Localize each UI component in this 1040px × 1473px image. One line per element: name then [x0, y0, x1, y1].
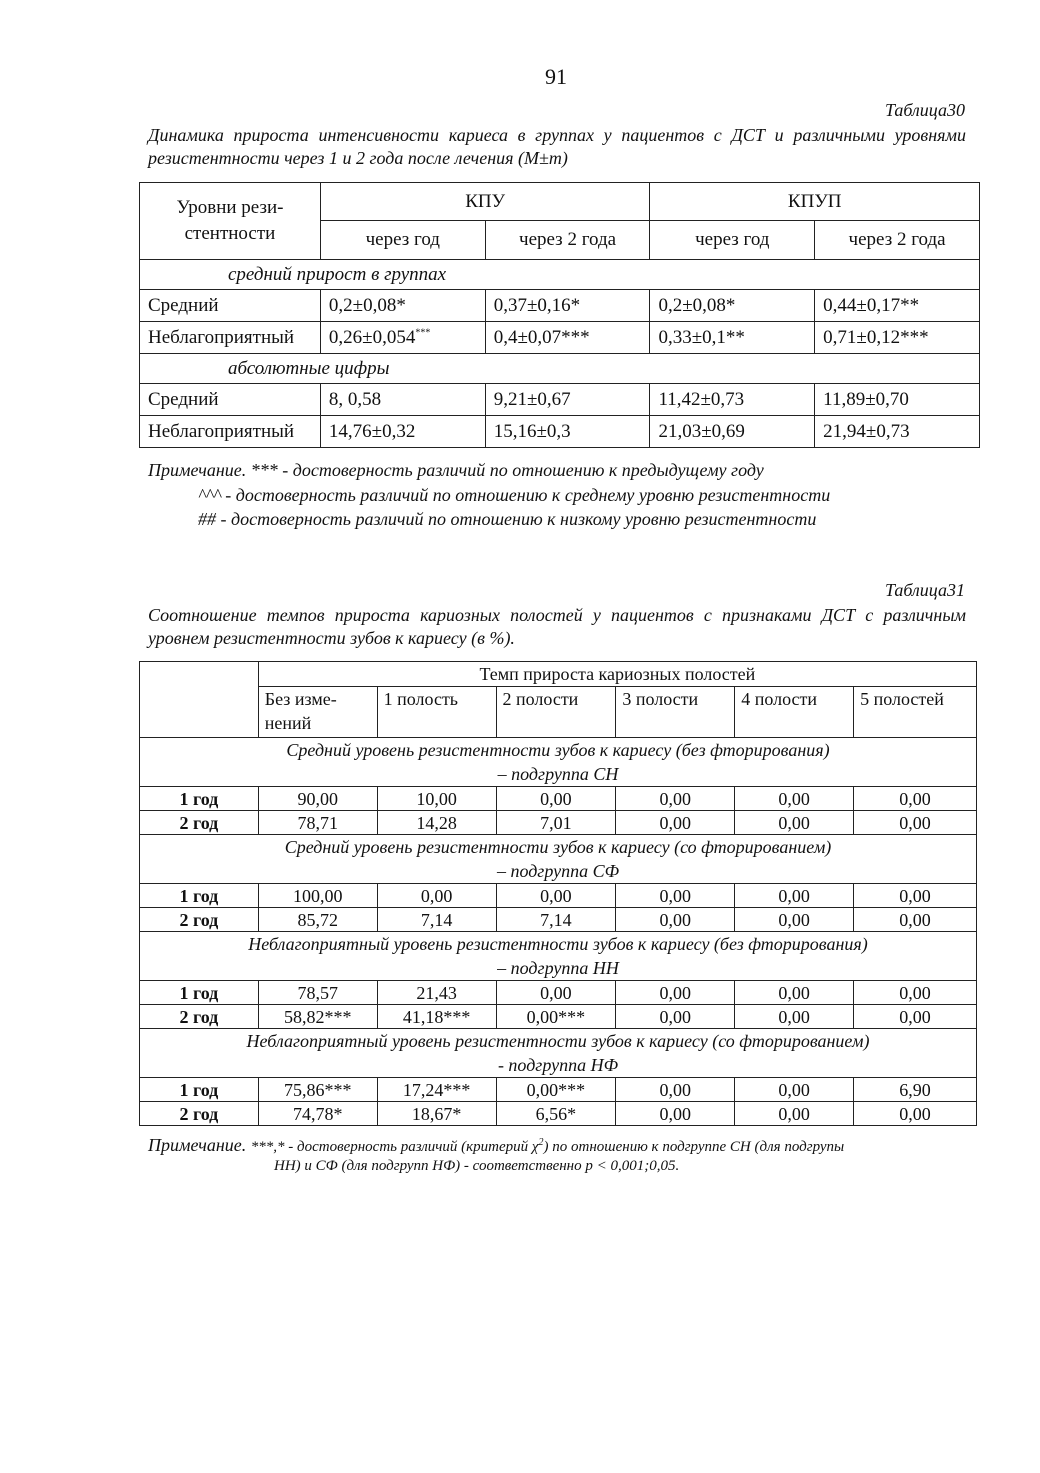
section-label: абсолютные цифры — [140, 354, 980, 384]
note-text: ) по отношению к подгруппе СН (для подгрупы — [543, 1139, 845, 1155]
cell — [320, 322, 485, 354]
cell: 21,03±0,69 — [650, 416, 815, 448]
cell: 74,78* — [258, 1102, 377, 1126]
note-text: ***,* - достоверность различий (критерий χ — [250, 1139, 539, 1155]
cell: 100,00 — [258, 884, 377, 908]
cell: 21,94±0,73 — [815, 416, 980, 448]
cell: 0,00 — [616, 981, 735, 1005]
table-row — [140, 787, 977, 811]
cell: 0,00 — [854, 884, 977, 908]
year-label: 1 год — [140, 1078, 259, 1102]
cell: 17,24*** — [377, 1078, 496, 1102]
group-header-line: – подгруппа НН — [497, 958, 619, 978]
table30-title: Динамика прироста интенсивности кариеса в группах у пациентов с ДСТ и различными уровнями резистентности через 1 и 2 года после лечения (М±m) — [148, 125, 966, 168]
subheader: через 2 года — [485, 221, 650, 260]
cell: 14,76±0,32 — [320, 416, 485, 448]
table31-note-line2: НН) и СФ (для подгрупп НФ) - соответственно р < 0,001;0,05. — [274, 1158, 680, 1174]
table-row — [140, 908, 977, 932]
table30 — [139, 182, 980, 448]
subheader: через год — [320, 221, 485, 260]
cell: 0,00 — [616, 884, 735, 908]
table-row — [140, 290, 980, 322]
table-row — [140, 1005, 977, 1029]
cell: 0,00 — [854, 787, 977, 811]
note-prefix: Примечание. — [148, 1135, 251, 1155]
cell: 0,37±0,16* — [485, 290, 650, 322]
cell: 0,00 — [616, 787, 735, 811]
cell-superscript: *** — [415, 327, 431, 339]
cell: 7,01 — [496, 811, 616, 835]
group-header — [140, 1029, 977, 1078]
row-label: Неблагоприятный — [140, 416, 321, 448]
table30-note: ^^^ - достоверность различий по отношению к среднему уровню резистентности — [198, 485, 831, 505]
header-levels: Уровни рези-стентности — [140, 183, 321, 260]
cell: 9,21±0,67 — [485, 384, 650, 416]
column-header: 5 полостей — [854, 687, 977, 738]
cell: 0,00 — [616, 908, 735, 932]
year-label: 1 год — [140, 981, 259, 1005]
cell: 0,00 — [735, 884, 854, 908]
group-header-line: Неблагоприятный уровень резистентности зубов к кариесу (без фторирования) — [248, 934, 868, 954]
cell: 0,00 — [377, 884, 496, 908]
table-row — [140, 811, 977, 835]
header-kpup: КПУП — [650, 183, 980, 221]
cell: 41,18*** — [377, 1005, 496, 1029]
subheader: через 2 года — [815, 221, 980, 260]
table30-label: Таблица30 — [884, 100, 965, 120]
year-label: 2 год — [140, 908, 259, 932]
cell: 0,00 — [735, 908, 854, 932]
cell: 75,86*** — [258, 1078, 377, 1102]
cell: 0,00 — [854, 908, 977, 932]
section-label: средний прирост в группах — [140, 260, 980, 290]
cell: 58,82*** — [258, 1005, 377, 1029]
group-header-line: Средний уровень резистентности зубов к кариесу (со фторированием) — [284, 837, 832, 857]
cell: 85,72 — [258, 908, 377, 932]
year-label: 1 год — [140, 787, 259, 811]
table-row — [140, 884, 977, 908]
cell: 90,00 — [258, 787, 377, 811]
cell: 0,2±0,08* — [320, 290, 485, 322]
table-row — [140, 322, 980, 354]
cell: 0,44±0,17** — [815, 290, 980, 322]
column-header: 3 полости — [616, 687, 735, 738]
cell: 0,00*** — [496, 1078, 616, 1102]
cell: 0,00 — [854, 1102, 977, 1126]
group-header — [140, 932, 977, 981]
cell: 10,00 — [377, 787, 496, 811]
table31 — [139, 661, 977, 1126]
table-row — [140, 416, 980, 448]
cell: 7,14 — [377, 908, 496, 932]
year-label: 2 год — [140, 1005, 259, 1029]
cell: 0,00 — [854, 811, 977, 835]
cell: 11,89±0,70 — [815, 384, 980, 416]
header-kpu: КПУ — [320, 183, 650, 221]
cell: 7,14 — [496, 908, 616, 932]
row-label: Неблагоприятный — [140, 322, 321, 354]
cell-value: 0,26±0,054 — [328, 326, 416, 348]
column-header: 2 полости — [496, 687, 616, 738]
cell: 18,67* — [377, 1102, 496, 1126]
group-header-line: Средний уровень резистентности зубов к кариесу (без фторирования) — [286, 740, 830, 760]
cell: 0,2±0,08* — [650, 290, 815, 322]
cell: 0,00 — [496, 884, 616, 908]
cell: 6,90 — [854, 1078, 977, 1102]
year-label: 2 год — [140, 811, 259, 835]
corner-cell — [140, 662, 259, 738]
year-label: 1 год — [140, 884, 259, 908]
cell: 0,00 — [735, 981, 854, 1005]
group-header-line: – подгруппа СФ — [496, 861, 620, 881]
cell: 21,43 — [377, 981, 496, 1005]
table-row — [140, 981, 977, 1005]
cell: 0,00 — [616, 811, 735, 835]
cell: 0,00*** — [496, 1005, 616, 1029]
group-header-line: – подгруппа СН — [497, 764, 619, 784]
cell: 14,28 — [377, 811, 496, 835]
table30-note: Примечание. *** - достоверность различий по отношению к предыдущему году — [148, 460, 764, 480]
group-header — [140, 835, 977, 884]
table-row — [140, 384, 980, 416]
cell: 0,00 — [735, 811, 854, 835]
cell: 0,00 — [735, 1005, 854, 1029]
cell: 0,71±0,12*** — [815, 322, 980, 354]
cell: 78,71 — [258, 811, 377, 835]
group-header — [140, 738, 977, 787]
table30-note: ## - достоверность различий по отношению к низкому уровню резистентности — [198, 509, 817, 529]
group-header-line: Неблагоприятный уровень резистентности зубов к кариесу (со фторированием) — [246, 1031, 870, 1051]
cell: 8, 0,58 — [320, 384, 485, 416]
cell: 0,00 — [616, 1102, 735, 1126]
cell: 11,42±0,73 — [650, 384, 815, 416]
subheader: через год — [650, 221, 815, 260]
group-header-line: - подгруппа НФ — [497, 1055, 619, 1075]
cell: 6,56* — [496, 1102, 616, 1126]
cell: 0,00 — [735, 1078, 854, 1102]
note-superscript: 2 — [538, 1137, 544, 1148]
column-header: 1 полость — [377, 687, 496, 738]
column-header: 4 полости — [735, 687, 854, 738]
cell: 78,57 — [258, 981, 377, 1005]
cell: 0,00 — [854, 981, 977, 1005]
year-label: 2 год — [140, 1102, 259, 1126]
table-row — [140, 1078, 977, 1102]
cell: 0,00 — [616, 1078, 735, 1102]
cell: 0,00 — [735, 787, 854, 811]
cell: 0,4±0,07*** — [485, 322, 650, 354]
super-header: Темп прироста кариозных полостей — [258, 662, 976, 687]
page-number: 91 — [545, 64, 567, 89]
cell: 0,00 — [496, 787, 616, 811]
cell: 15,16±0,3 — [485, 416, 650, 448]
table-row — [140, 1102, 977, 1126]
cell: 0,00 — [496, 981, 616, 1005]
row-label: Средний — [140, 290, 321, 322]
row-label: Средний — [140, 384, 321, 416]
table31-title: Соотношение темпов прироста кариозных полостей у пациентов с признаками ДСТ с различным уровнем резистентности зубов к кариесу (в %). — [148, 605, 966, 648]
cell: 0,00 — [735, 1102, 854, 1126]
cell: 0,33±0,1** — [650, 322, 815, 354]
column-header: Без изме-нений — [258, 687, 377, 738]
cell: 0,00 — [616, 1005, 735, 1029]
table31-label: Таблица31 — [884, 580, 965, 600]
cell: 0,00 — [854, 1005, 977, 1029]
